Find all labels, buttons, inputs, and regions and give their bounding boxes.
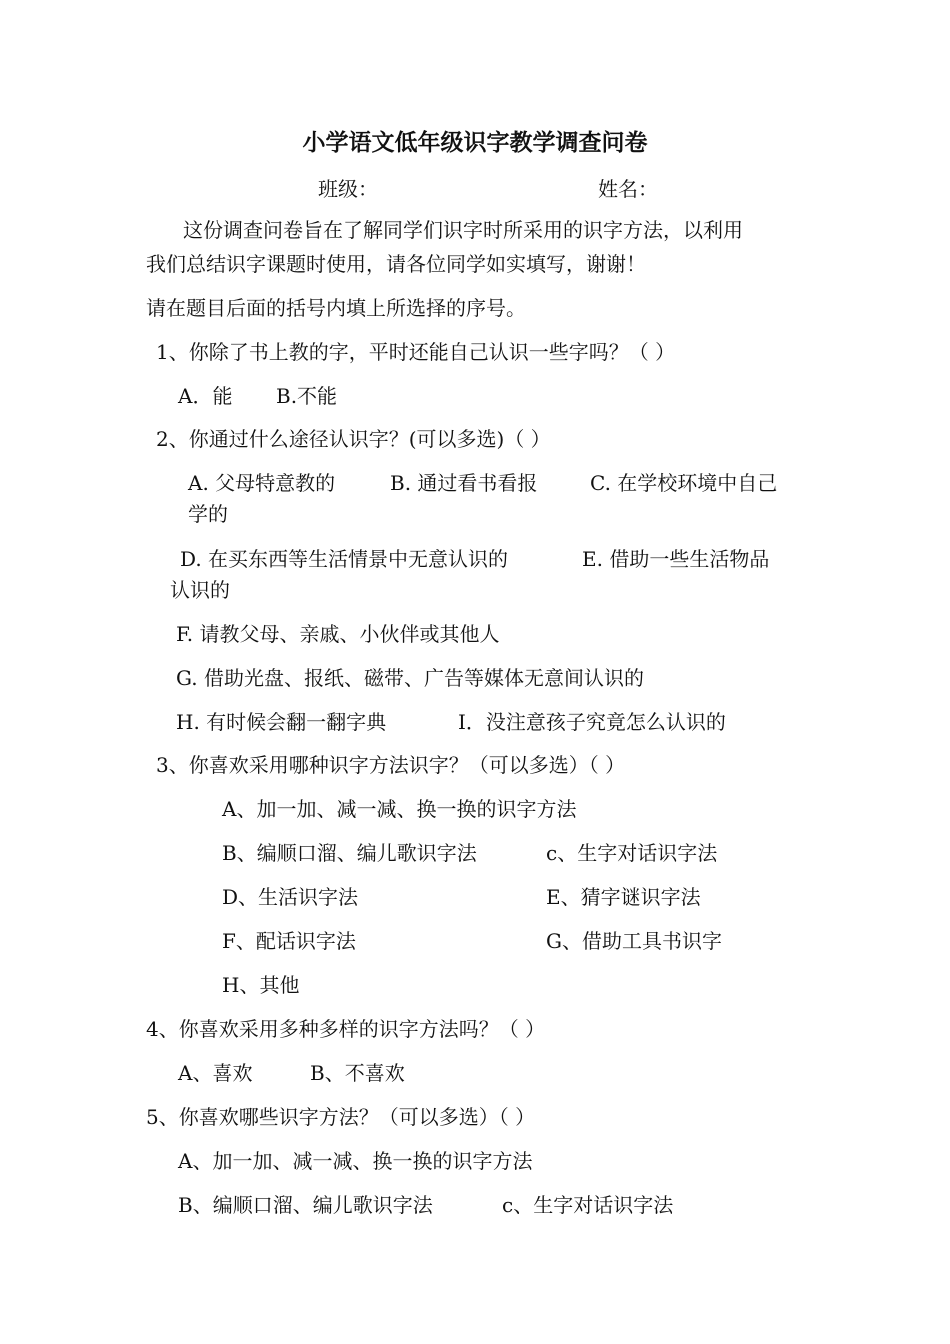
q2-option-h: H. 有时候会翻一翻字典 xyxy=(176,710,387,734)
q2-option-c: C. 在学校环境中自己 xyxy=(590,471,778,495)
class-label: 班级： xyxy=(318,177,378,201)
q4-option-b: B、不喜欢 xyxy=(310,1061,405,1085)
q3-option-h: H、其他 xyxy=(222,973,300,997)
q2-option-a: A. 父母特意教的 xyxy=(188,471,336,495)
intro-line-1: 这份调查问卷旨在了解同学们识字时所采用的识字方法，以利用 xyxy=(183,218,743,242)
q2-option-d: D. 在买东西等生活情景中无意认识的 xyxy=(180,547,509,571)
q5-option-b: B、编顺口溜、编儿歌识字法 xyxy=(178,1193,433,1217)
q2-option-e-cont: 认识的 xyxy=(170,578,230,602)
q5-question: 5、你喜欢哪些识字方法？（可以多选）（ ） xyxy=(146,1105,536,1129)
q3-option-d: D、生活识字法 xyxy=(222,885,359,909)
page-title: 小学语文低年级识字教学调查问卷 xyxy=(302,129,648,156)
name-label: 姓名： xyxy=(598,177,658,201)
q1-question: 1、你除了书上教的字，平时还能自己认识一些字吗？（ ） xyxy=(156,340,676,364)
q4-option-a: A、喜欢 xyxy=(178,1061,253,1085)
q3-option-b: B、编顺口溜、编儿歌识字法 xyxy=(222,841,477,865)
q2-option-b: B. 通过看书看报 xyxy=(390,471,538,495)
q3-option-a: A、加一加、减一减、换一换的识字方法 xyxy=(222,797,577,821)
q3-option-f: F、配话识字法 xyxy=(222,929,356,953)
q2-option-e: E. 借助一些生活物品 xyxy=(582,547,770,571)
instruction: 请在题目后面的括号内填上所选择的序号。 xyxy=(146,296,526,320)
q5-option-c: c、生字对话识字法 xyxy=(502,1193,674,1217)
q2-question: 2、你通过什么途径认识字？(可以多选)（ ） xyxy=(156,427,551,451)
intro-line-2: 我们总结识字课题时使用，请各位同学如实填写，谢谢！ xyxy=(146,252,646,276)
q4-question: 4、你喜欢采用多种多样的识字方法吗？（ ） xyxy=(146,1017,546,1041)
q3-question: 3、你喜欢采用哪种识字方法识字？（可以多选）（ ） xyxy=(156,753,626,777)
q2-option-f: F. 请教父母、亲戚、小伙伴或其他人 xyxy=(176,622,500,646)
q3-option-e: E、猜字谜识字法 xyxy=(546,885,701,909)
q5-option-a: A、加一加、减一减、换一换的识字方法 xyxy=(178,1149,533,1173)
q3-option-g: G、借助工具书识字 xyxy=(546,929,722,953)
q3-option-c: c、生字对话识字法 xyxy=(546,841,718,865)
q2-option-c-cont: 学的 xyxy=(188,502,228,526)
q1-option-a: A．能 xyxy=(178,384,233,408)
q2-option-i: I．没注意孩子究竟怎么认识的 xyxy=(458,710,726,734)
q2-option-g: G. 借助光盘、报纸、磁带、广告等媒体无意间认识的 xyxy=(176,666,644,690)
q1-option-b: B.不能 xyxy=(276,384,338,408)
